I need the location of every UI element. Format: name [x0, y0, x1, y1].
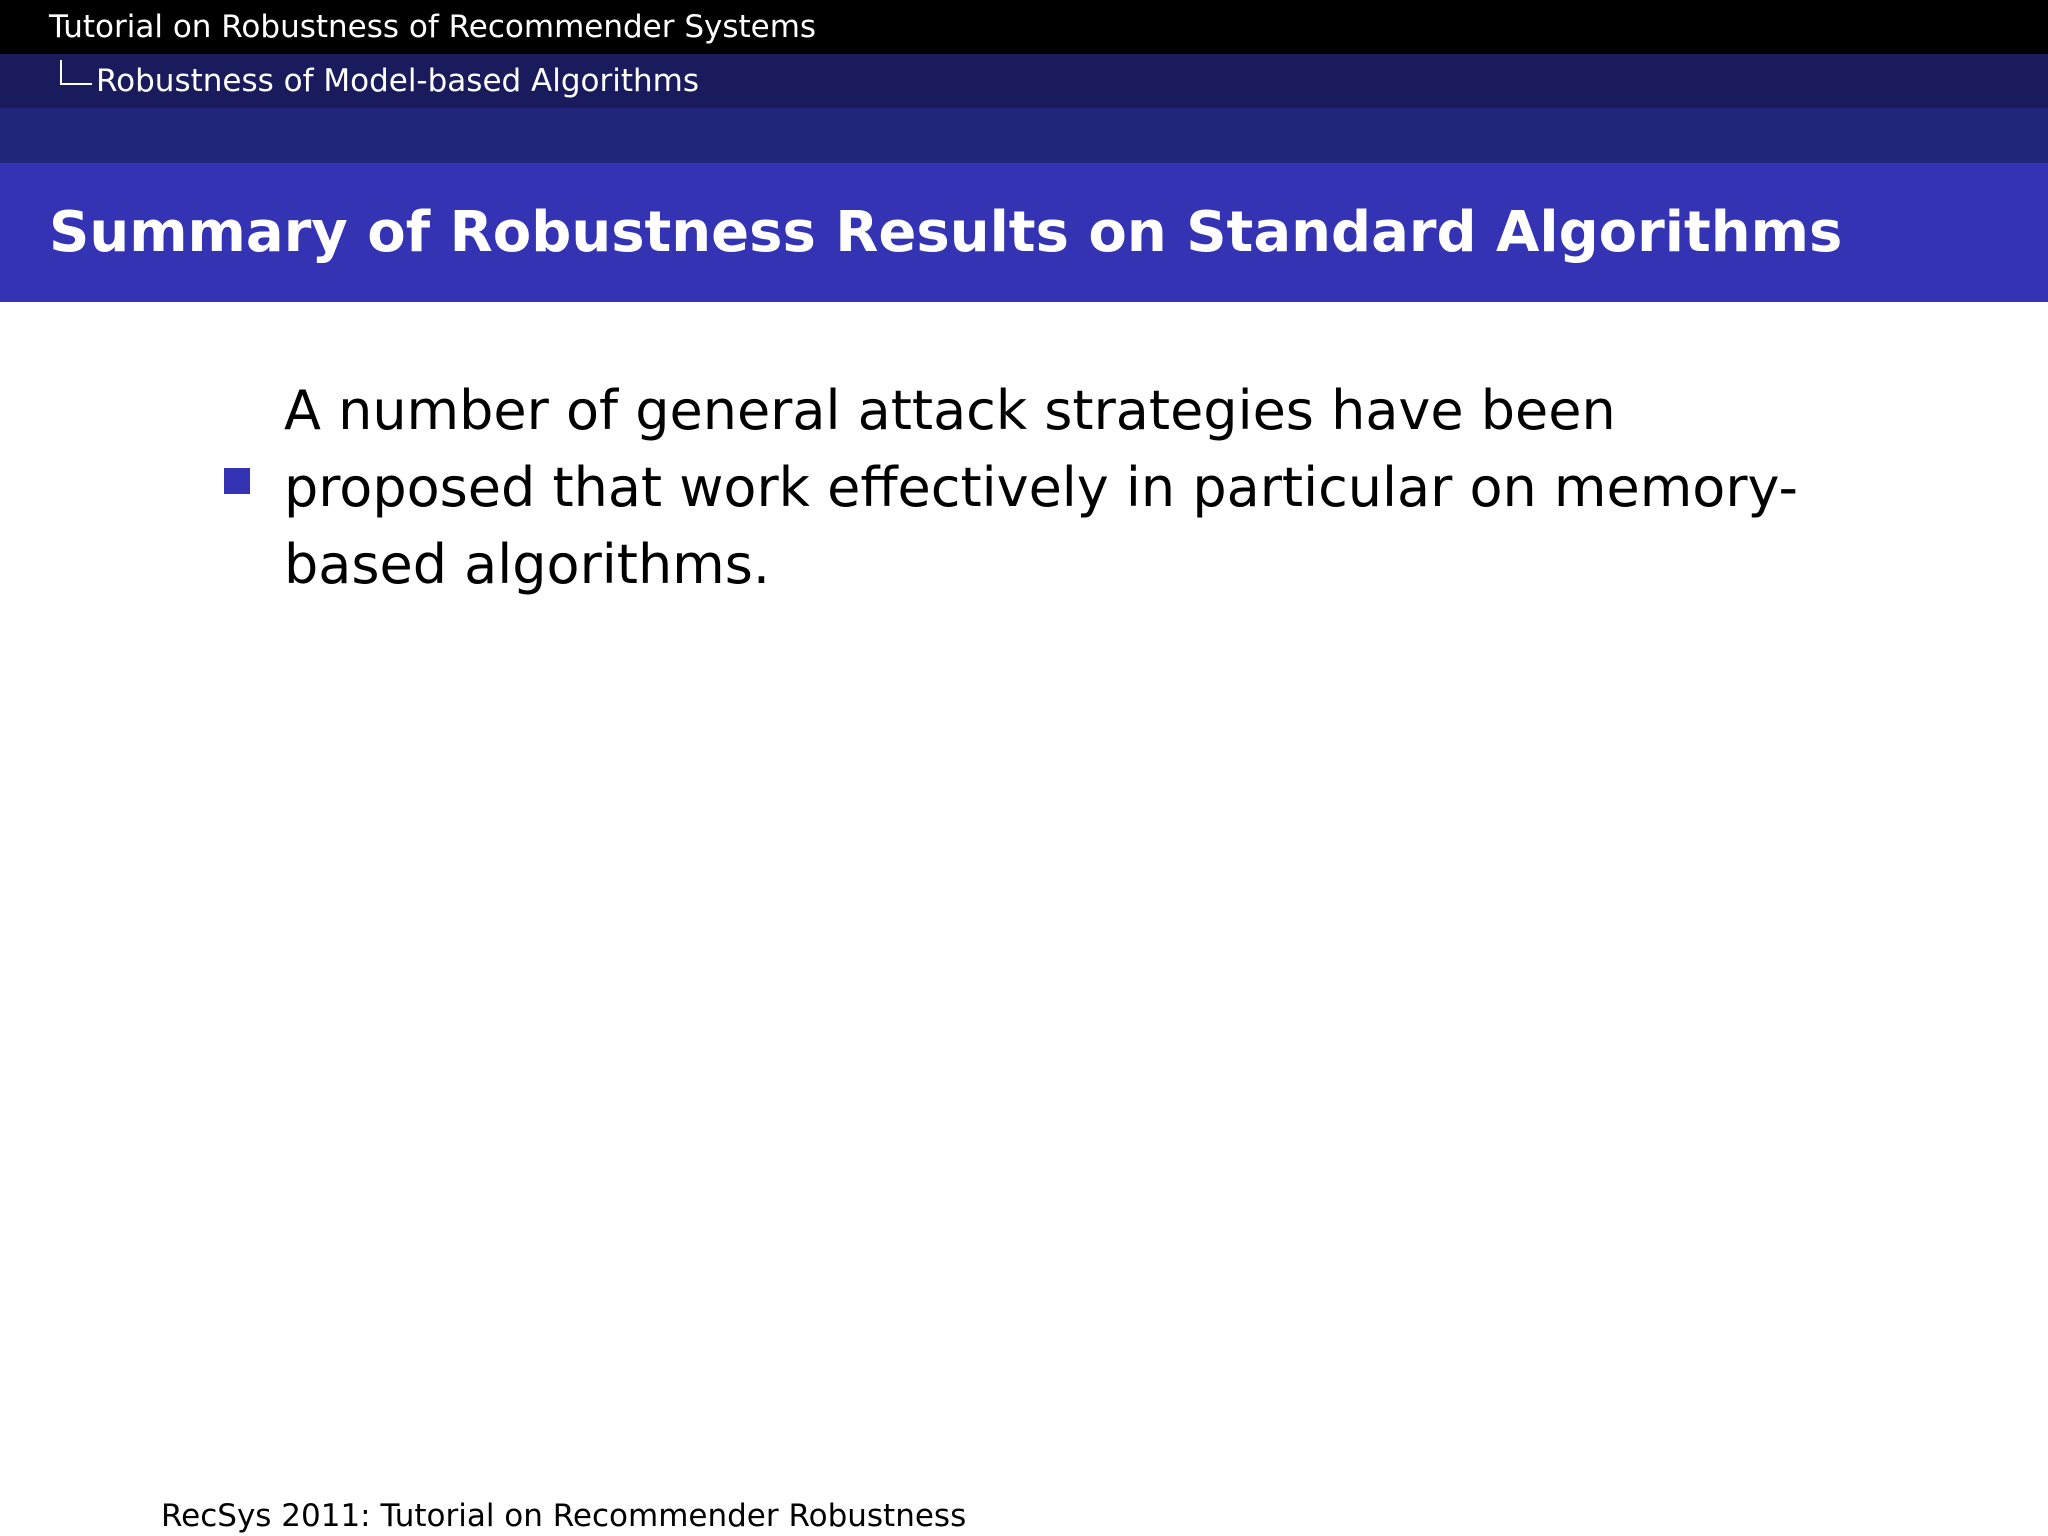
section-bar [0, 54, 2048, 108]
frame-title-bar [0, 163, 2048, 302]
square-bullet-icon [224, 468, 250, 494]
section-title: Robustness of Model-based Algorithms [96, 63, 700, 99]
subsection-bar [0, 108, 2048, 163]
subsection-connector-icon [60, 60, 92, 85]
footer-text: RecSys 2011: Tutorial on Recommender Robustness [161, 1498, 967, 1534]
bullet-text: A number of general attack strategies have been proposed that work effectively in particular on memory-based algorithms. [284, 379, 1799, 596]
presentation-title-bar [0, 0, 2048, 54]
presentation-title: Tutorial on Robustness of Recommender Systems [49, 9, 817, 45]
slide-title: Summary of Robustness Results on Standard Algorithms [49, 200, 1843, 265]
